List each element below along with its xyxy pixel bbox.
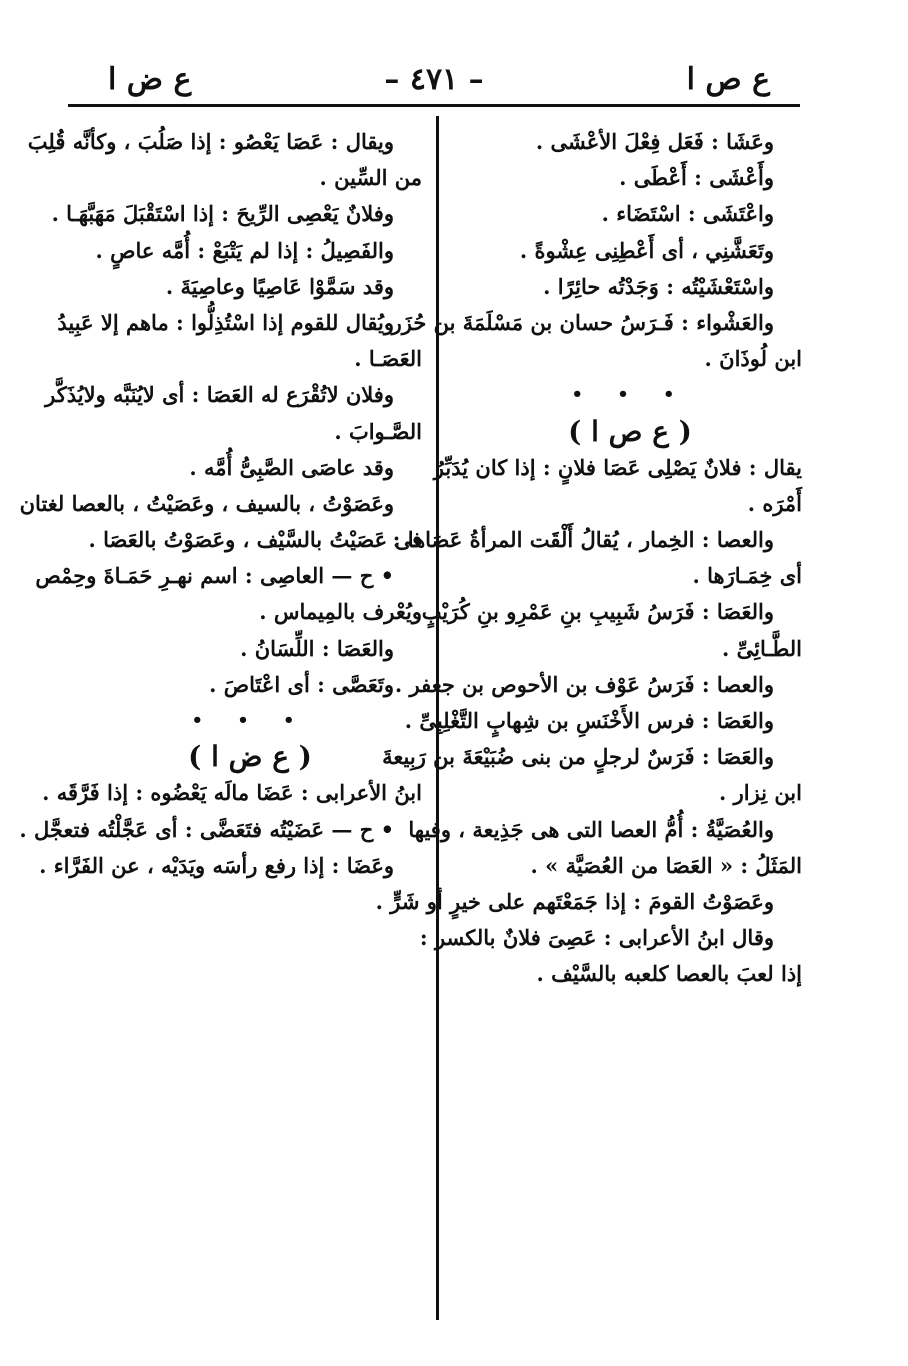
text-line: • ح — العاصِى : اسم نهـرِ حَمَـاةَ وحِمْص [35, 563, 394, 589]
text-line: والفَصِيلُ : إذا لم يَتْبَعْ : أُمَّه عاصٍ . [95, 237, 394, 263]
text-line: المَثَلُ : « العَصَا من العُصَيَّة » . [530, 852, 802, 878]
text-line: أى خِمَـارَها . [692, 563, 802, 589]
text-line: وتَعَشَّنِي ، أى أَعْطِنِى عِشْوةً . [519, 237, 774, 263]
text-line: ويقال : عَصَا يَعْصُو : إذا صَلُبَ ، وكأنَّه قُلِبَ [27, 129, 394, 154]
header-root-left: ع ض ا [108, 62, 192, 97]
section-separator: • • • [571, 384, 689, 406]
text-line: والعَصَا : اللِّسَانُ . [240, 635, 394, 661]
header-rule [68, 104, 800, 107]
text-line: ابن لُوذَانَ . [704, 346, 802, 372]
text-line: وعَشَا : فَعَل فِعْلَ الأعْشَى . [535, 129, 774, 154]
text-line: وعَضَا : إذا رفع رأسَه ويَدَيْه ، عن الفَرَّاء . [39, 852, 394, 878]
text-line: إذا لعبَ بالعصا كلعبه بالسَّيْف . [536, 961, 802, 987]
text-line: وفلانٌ يَعْصِى الرِّيحَ : إذا اسْتَقْبَلَ مَهَبَّهَـا . [51, 201, 394, 227]
text-line: وفلان لاتُقْرَع له العَصَا : أى لايُنَبَّه ولايُذَكَّر [45, 382, 394, 408]
text-line: وعَصَوْتُ ، بالسيف ، وعَصَيْتُ ، بالعصا لغتان [19, 490, 394, 516]
text-line: واعْتَشَى : اسْتَضَاء . [601, 201, 774, 227]
section-separator: • • • [191, 710, 309, 731]
text-line: والعُصَيَّةُ : أُمُّ العصا التى هى جَذِيعة ، وفيها [408, 816, 774, 842]
text-line: والعَصَا : فَرَسُ شَبِيبِ بنِ عَمْرِو بنِ كُرَيْبٍ [421, 599, 774, 625]
text-line: وعَصَوْتُ القومَ : إذا جَمَعْتَهم على خيرٍ أو شَرٍّ . [375, 888, 774, 914]
text-line: والعصا : الخِمار ، يُقالُ أَلْقَت المرأةُ عَصَاها : [392, 527, 774, 553]
text-line: والعصا : فَرَسُ عَوْف بن الأحوص بن جعفر . [394, 671, 774, 697]
text-line: من السِّين . [319, 165, 422, 191]
section-heading: ( ع ض ا ) [188, 740, 312, 774]
section-heading: ( ع ص ا ) [568, 414, 692, 448]
text-line: وأَعْشَى : أَعْطَى . [619, 165, 774, 191]
text-line: الطَّـائِىِّ . [722, 635, 802, 661]
text-line: والعَصَا : فرس الأَخْنَسِ بن شِهابٍ التَّغْلِبِىِّ . [404, 708, 774, 733]
page-header [68, 52, 800, 104]
text-line: والعَشْواء : فَـرَسُ حسان بن مَسْلَمَةَ بن حُزَر [391, 309, 774, 335]
text-line: الصَّـوابَ . [334, 418, 422, 444]
text-line: يقال : فلانٌ يَصْلِى عَصَا فلانٍ : إذا كان يُدَبِّرُ [433, 454, 802, 480]
text-line: والعَصَا : فَرَسٌ لرجلٍ من بنى ضُبَيْعَةَ بن رَبِيعةَ [382, 744, 774, 770]
left-column [19, 124, 422, 1314]
text-line: وقد سَمَّوْا عَاصِيًا وعاصِيَةَ . [165, 273, 394, 299]
text-line: ابن نِزار . [718, 780, 802, 806]
text-line: ابنُ الأعرابى : عَضَا مالَه يَعْضُوه : إذا فَرَّقَه . [42, 780, 422, 806]
text-line: ويُقال للقوم إذا اسْتُذِلُّوا : ماهم إلا عَبِيدُ [57, 309, 394, 335]
text-line: فى عَصَيْتُ بالسَّيْف ، وعَصَوْتُ بالعَصَا . [88, 527, 422, 553]
text-line: ويُعْرف بالمِيماس . [259, 599, 422, 625]
page-number: – ٤٧١ – [384, 62, 484, 97]
text-line: واسْتَعْشَيْتُه : وَجَدْتُه حائِرًا . [543, 273, 774, 299]
text-line: وتَعَصَّى : أى اعْتَاصَ . [209, 671, 394, 697]
text-line: وقال ابنُ الأعرابى : عَصِىَ فلانٌ بالكسر : [419, 925, 774, 951]
text-line: العَصَـا . [354, 346, 422, 372]
text-line: وقد عاصَى الصَّبِىُّ أُمَّه . [189, 454, 394, 480]
header-root-right: ع ص ا [686, 62, 770, 97]
text-line: • ح — عَضَيْتُه فتَعَضَّى : أى عَجَّلْتُه فتعجَّل . [19, 816, 394, 842]
text-line: أَمْرَه . [747, 490, 802, 516]
